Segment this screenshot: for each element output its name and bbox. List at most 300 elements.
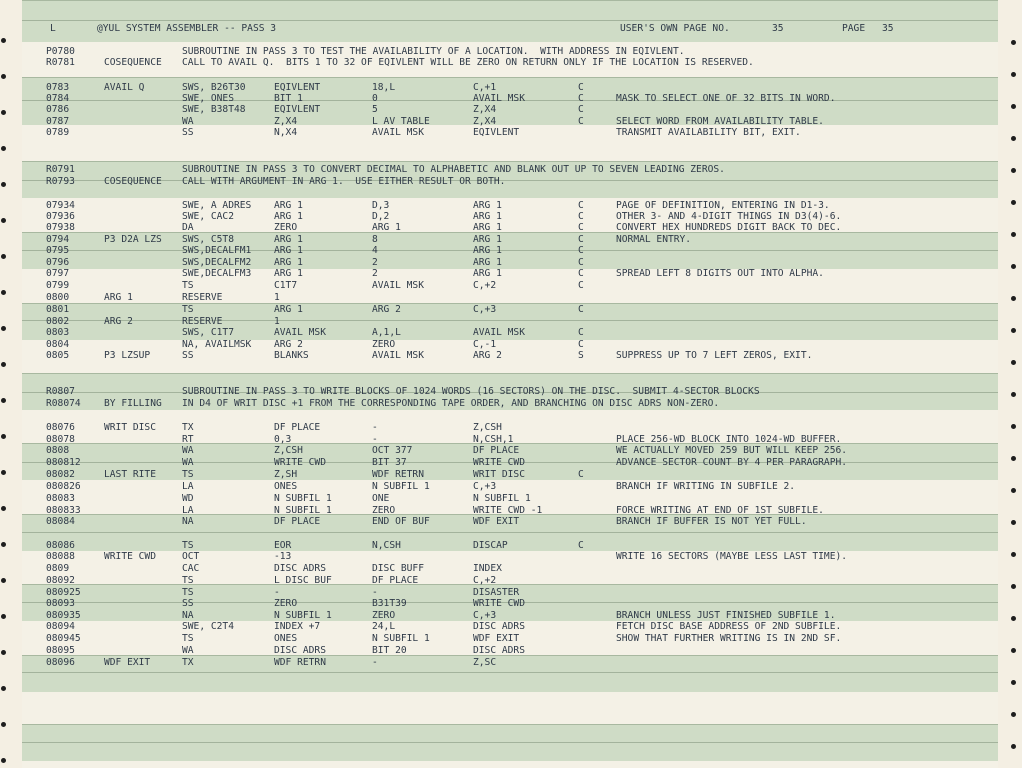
comment-field: PAGE OF DEFINITION, ENTERING IN D1-3. <box>616 200 830 211</box>
operand-3-field: C,+2 <box>473 575 497 586</box>
location-field: 08095 <box>46 645 75 656</box>
operation-field: CALL WITH ARGUMENT IN ARG 1. USE EITHER RESULT OR BOTH. <box>182 176 506 187</box>
location-field: 0784 <box>46 93 70 104</box>
operand-1-field: N SUBFIL 1 <box>274 610 332 621</box>
location-field: 0800 <box>46 292 70 303</box>
location-field: 0808 <box>46 445 70 456</box>
sprocket-hole <box>1011 744 1016 749</box>
operand-2-field: 4 <box>372 245 378 256</box>
operand-1-field: AVAIL MSK <box>274 327 326 338</box>
listing-line <box>22 516 998 527</box>
label-field: WDF EXIT <box>104 657 151 668</box>
sprocket-hole <box>1011 680 1016 685</box>
listing-line <box>22 457 998 468</box>
operand-1-field: WDF RETRN <box>274 657 326 668</box>
sprocket-hole <box>1 434 6 439</box>
operand-3-field: C,+3 <box>473 481 497 492</box>
sprocket-hole <box>1011 584 1016 589</box>
label-field: ARG 1 <box>104 292 133 303</box>
location-field: 0796 <box>46 257 70 268</box>
operand-1-field: EQIVLENT <box>274 82 321 93</box>
location-field: 08076 <box>46 422 75 433</box>
listing-line <box>22 422 998 433</box>
operand-2-field: 2 <box>372 268 378 279</box>
operand-1-field: - <box>274 587 280 598</box>
sprocket-hole <box>1 578 6 583</box>
operand-2-field: ARG 1 <box>372 222 401 233</box>
operation-field: SWS, C1T7 <box>182 327 234 338</box>
operand-2-field: ZERO <box>372 339 396 350</box>
location-field: 08093 <box>46 598 75 609</box>
listing-line <box>22 481 998 492</box>
sprocket-hole <box>1011 72 1016 77</box>
location-field: 0803 <box>46 327 70 338</box>
operand-1-field: WRITE CWD <box>274 457 326 468</box>
operation-field: TS <box>182 304 194 315</box>
sprocket-hole <box>1 218 6 223</box>
band-rule <box>22 742 998 743</box>
flag-field: C <box>578 245 584 256</box>
comment-field: WRITE 16 SECTORS (MAYBE LESS LAST TIME). <box>616 551 848 562</box>
sprocket-hole <box>1011 200 1016 205</box>
operation-field: SWE, A ADRES <box>182 200 252 211</box>
operand-1-field: DISC ADRS <box>274 563 326 574</box>
location-field: 080812 <box>46 457 81 468</box>
comment-field: FETCH DISC BASE ADDRESS OF 2ND SUBFILE. <box>616 621 842 632</box>
operand-2-field: ONE <box>372 493 390 504</box>
operand-3-field: WDF EXIT <box>473 633 520 644</box>
operation-field: RESERVE <box>182 292 223 303</box>
operand-2-field: D,3 <box>372 200 390 211</box>
listing-line <box>22 657 998 668</box>
operand-2-field: - <box>372 657 378 668</box>
location-field: 080826 <box>46 481 81 492</box>
operation-field: SWE, CAC2 <box>182 211 234 222</box>
operand-1-field: ZERO <box>274 598 298 609</box>
operation-field: SWS,DECALFM1 <box>182 245 252 256</box>
listing-line <box>22 386 998 397</box>
operand-1-field: EQIVLENT <box>274 104 321 115</box>
operand-3-field: N,CSH,1 <box>473 434 514 445</box>
operation-field: CAC <box>182 563 200 574</box>
label-field: ARG 2 <box>104 316 133 327</box>
listing-line <box>22 164 998 175</box>
operation-field: WA <box>182 445 194 456</box>
operand-2-field: N,CSH <box>372 540 401 551</box>
label-field: WRIT DISC <box>104 422 156 433</box>
location-field: 07936 <box>46 211 75 222</box>
label-field: P3 LZSUP <box>104 350 151 361</box>
listing-line <box>22 645 998 656</box>
operand-2-field: AVAIL MSK <box>372 280 424 291</box>
label-field: COSEQUENCE <box>104 176 162 187</box>
sprocket-hole <box>1011 40 1016 45</box>
label-field: AVAIL Q <box>104 82 145 93</box>
operation-field: TS <box>182 633 194 644</box>
listing-line <box>22 540 998 551</box>
sprocket-hole <box>1 74 6 79</box>
operand-1-field: BLANKS <box>274 350 309 361</box>
sprocket-hole <box>1 182 6 187</box>
operation-field: SWE, B38T48 <box>182 104 246 115</box>
sprocket-hole <box>1 362 6 367</box>
operand-1-field: DF PLACE <box>274 516 321 527</box>
listing-line <box>22 469 998 480</box>
operation-field: SWE, C2T4 <box>182 621 234 632</box>
label-field: LAST RITE <box>104 469 156 480</box>
operand-3-field: WRITE CWD <box>473 598 525 609</box>
operation-field: WA <box>182 457 194 468</box>
page-number: 35 <box>882 23 894 34</box>
sprocket-hole <box>1 254 6 259</box>
operand-2-field: L AV TABLE <box>372 116 430 127</box>
flag-field: C <box>578 234 584 245</box>
listing-line <box>22 234 998 245</box>
comment-field: FORCE WRITING AT END OF 1ST SUBFILE. <box>616 505 824 516</box>
comment-field: NORMAL ENTRY. <box>616 234 692 245</box>
location-field: 080945 <box>46 633 81 644</box>
operand-2-field: BIT 20 <box>372 645 407 656</box>
listing-line <box>22 280 998 291</box>
operation-field: TX <box>182 422 194 433</box>
header-title: @YUL SYSTEM ASSEMBLER -- PASS 3 <box>97 23 277 34</box>
operand-3-field: N SUBFIL 1 <box>473 493 531 504</box>
users-page-label: USER'S OWN PAGE NO. <box>620 23 730 34</box>
operand-1-field: ARG 1 <box>274 257 303 268</box>
listing-line <box>22 46 998 57</box>
listing-line <box>22 211 998 222</box>
operand-1-field: ARG 1 <box>274 234 303 245</box>
operand-3-field: ARG 1 <box>473 245 502 256</box>
location-field: 0797 <box>46 268 70 279</box>
operation-field: TS <box>182 540 194 551</box>
operand-2-field: 18,L <box>372 82 396 93</box>
operand-1-field: 0,3 <box>274 434 292 445</box>
sprocket-hole <box>1011 264 1016 269</box>
greenbar-band <box>22 0 998 42</box>
location-field: R0807 <box>46 386 75 397</box>
location-field: 08088 <box>46 551 75 562</box>
listing-line <box>22 587 998 598</box>
operand-2-field: 8 <box>372 234 378 245</box>
operand-3-field: ARG 2 <box>473 350 502 361</box>
flag-field: C <box>578 280 584 291</box>
operand-1-field: ONES <box>274 481 298 492</box>
operand-3-field: INDEX <box>473 563 502 574</box>
operand-1-field: EOR <box>274 540 292 551</box>
operand-3-field: DISC ADRS <box>473 645 525 656</box>
location-field: 0787 <box>46 116 70 127</box>
location-field: 0802 <box>46 316 70 327</box>
operand-3-field: AVAIL MSK <box>473 93 525 104</box>
page-header <box>22 23 998 34</box>
operand-1-field: -13 <box>274 551 292 562</box>
operand-2-field: - <box>372 587 378 598</box>
operand-1-field: Z,X4 <box>274 116 298 127</box>
location-field: R08074 <box>46 398 81 409</box>
listing-line <box>22 82 998 93</box>
operation-field: SUBROUTINE IN PASS 3 TO WRITE BLOCKS OF 1024 WORDS (16 SECTORS) ON THE DISC. SUBMIT 4-SECTOR BLOCKS <box>182 386 760 397</box>
operand-1-field: DF PLACE <box>274 422 321 433</box>
comment-field: MASK TO SELECT ONE OF 32 BITS IN WORD. <box>616 93 836 104</box>
operand-2-field: WDF RETRN <box>372 469 424 480</box>
operand-2-field: 24,L <box>372 621 396 632</box>
flag-field: C <box>578 257 584 268</box>
flag-field: C <box>578 304 584 315</box>
operand-2-field: 0 <box>372 93 378 104</box>
sprocket-hole <box>1011 488 1016 493</box>
sprocket-hole <box>1011 552 1016 557</box>
operation-field: LA <box>182 481 194 492</box>
sprocket-hole <box>1 326 6 331</box>
operand-1-field: BIT 1 <box>274 93 303 104</box>
operation-field: SUBROUTINE IN PASS 3 TO CONVERT DECIMAL TO ALPHABETIC AND BLANK OUT UP TO SEVEN LEADING ZEROS. <box>182 164 725 175</box>
listing-line <box>22 434 998 445</box>
sprocket-hole <box>1011 520 1016 525</box>
flag-field: S <box>578 350 584 361</box>
location-field: R0793 <box>46 176 75 187</box>
listing-line <box>22 222 998 233</box>
comment-field: WE ACTUALLY MOVED 259 BUT WILL KEEP 256. <box>616 445 848 456</box>
operand-3-field: ARG 1 <box>473 222 502 233</box>
listing-line <box>22 304 998 315</box>
right-tractor-margin <box>998 0 1022 768</box>
location-field: 0809 <box>46 563 70 574</box>
listing-line <box>22 116 998 127</box>
operand-2-field: DISC BUFF <box>372 563 424 574</box>
operation-field: DA <box>182 222 194 233</box>
flag-field: C <box>578 469 584 480</box>
location-field: R0781 <box>46 57 75 68</box>
sprocket-hole <box>1011 392 1016 397</box>
listing-line <box>22 445 998 456</box>
operation-field: SS <box>182 127 194 138</box>
sprocket-hole <box>1 146 6 151</box>
operand-2-field: 2 <box>372 257 378 268</box>
operation-field: SWE,DECALFM3 <box>182 268 252 279</box>
flag-field: C <box>578 268 584 279</box>
printout-sheet <box>22 0 998 768</box>
listing-line <box>22 398 998 409</box>
listing-line <box>22 127 998 138</box>
operand-3-field: C,-1 <box>473 339 497 350</box>
operand-3-field: DF PLACE <box>473 445 520 456</box>
operand-1-field: N SUBFIL 1 <box>274 505 332 516</box>
listing-line <box>22 563 998 574</box>
operand-1-field: Z,CSH <box>274 445 303 456</box>
operation-field: LA <box>182 505 194 516</box>
sprocket-hole <box>1011 424 1016 429</box>
operation-field: RESERVE <box>182 316 223 327</box>
sprocket-hole <box>1 38 6 43</box>
location-field: 07934 <box>46 200 75 211</box>
operand-1-field: ARG 1 <box>274 304 303 315</box>
sprocket-hole <box>1011 168 1016 173</box>
operation-field: SWS,DECALFM2 <box>182 257 252 268</box>
comment-field: PLACE 256-WD BLOCK INTO 1024-WD BUFFER. <box>616 434 842 445</box>
location-field: R0791 <box>46 164 75 175</box>
operation-field: IN D4 OF WRIT DISC +1 FROM THE CORRESPONDING TAPE ORDER, AND BRANCHING ON DISC ADRS NON-ZERO. <box>182 398 720 409</box>
operand-3-field: ARG 1 <box>473 234 502 245</box>
comment-field: OTHER 3- AND 4-DIGIT THINGS IN D3(4)-6. <box>616 211 842 222</box>
operand-3-field: WDF EXIT <box>473 516 520 527</box>
location-field: 08082 <box>46 469 75 480</box>
comment-field: SELECT WORD FROM AVAILABILITY TABLE. <box>616 116 824 127</box>
sprocket-hole <box>1 398 6 403</box>
operand-1-field: 1 <box>274 316 280 327</box>
location-field: 080935 <box>46 610 81 621</box>
sprocket-hole <box>1011 104 1016 109</box>
flag-field: C <box>578 104 584 115</box>
sprocket-hole <box>1 650 6 655</box>
operation-field: TS <box>182 587 194 598</box>
operand-3-field: C,+2 <box>473 280 497 291</box>
operation-field: SWE, ONES <box>182 93 234 104</box>
flag-field: C <box>578 327 584 338</box>
operand-3-field: EQIVLENT <box>473 127 520 138</box>
listing-line <box>22 339 998 350</box>
sprocket-hole <box>1011 360 1016 365</box>
listing-line <box>22 327 998 338</box>
operation-field: CALL TO AVAIL Q. BITS 1 TO 32 OF EQIVLENT WILL BE ZERO ON RETURN ONLY IF THE LOCATION IS RESERVED. <box>182 57 754 68</box>
sprocket-hole <box>1 758 6 763</box>
operation-field: SUBROUTINE IN PASS 3 TO TEST THE AVAILABILITY OF A LOCATION. WITH ADDRESS IN EQIVLENT. <box>182 46 685 57</box>
location-field: 0794 <box>46 234 70 245</box>
left-tractor-margin <box>0 0 22 768</box>
location-field: 0786 <box>46 104 70 115</box>
operation-field: NA, AVAILMSK <box>182 339 252 350</box>
listing-line <box>22 610 998 621</box>
operand-3-field: C,+3 <box>473 304 497 315</box>
operand-3-field: ARG 1 <box>473 257 502 268</box>
operand-2-field: - <box>372 422 378 433</box>
sprocket-hole <box>1011 648 1016 653</box>
operand-3-field: WRITE CWD -1 <box>473 505 543 516</box>
location-field: 080925 <box>46 587 81 598</box>
label-field: WRITE CWD <box>104 551 156 562</box>
operand-2-field: N SUBFIL 1 <box>372 633 430 644</box>
operand-3-field: WRITE CWD <box>473 457 525 468</box>
comment-field: BRANCH IF WRITING IN SUBFILE 2. <box>616 481 796 492</box>
operand-2-field: 5 <box>372 104 378 115</box>
operand-3-field: C,+1 <box>473 82 497 93</box>
label-field: P3 D2A LZS <box>104 234 162 245</box>
operand-1-field: ARG 2 <box>274 339 303 350</box>
operation-field: TS <box>182 280 194 291</box>
listing-line <box>22 575 998 586</box>
flag-field: C <box>578 540 584 551</box>
operand-1-field: ARG 1 <box>274 211 303 222</box>
operation-field: TX <box>182 657 194 668</box>
operand-1-field: ARG 1 <box>274 245 303 256</box>
operand-2-field: AVAIL MSK <box>372 127 424 138</box>
operand-3-field: WRIT DISC <box>473 469 525 480</box>
operand-3-field: C,+3 <box>473 610 497 621</box>
band-rule <box>22 20 998 21</box>
header-left-mark: L <box>50 23 56 34</box>
operand-1-field: ARG 1 <box>274 268 303 279</box>
band-rule <box>22 532 998 533</box>
operation-field: OCT <box>182 551 200 562</box>
sprocket-hole <box>1011 712 1016 717</box>
sprocket-hole <box>1 542 6 547</box>
operand-2-field: OCT 377 <box>372 445 413 456</box>
operand-1-field: Z,SH <box>274 469 298 480</box>
operand-3-field: Z,CSH <box>473 422 502 433</box>
location-field: 0801 <box>46 304 70 315</box>
sprocket-hole <box>1011 296 1016 301</box>
operand-1-field: N SUBFIL 1 <box>274 493 332 504</box>
band-rule <box>22 672 998 673</box>
location-field: 08084 <box>46 516 75 527</box>
operand-1-field: 1 <box>274 292 280 303</box>
location-field: 08096 <box>46 657 75 668</box>
listing-line <box>22 493 998 504</box>
operand-1-field: N,X4 <box>274 127 298 138</box>
listing-line <box>22 268 998 279</box>
operand-3-field: Z,SC <box>473 657 497 668</box>
label-field: BY FILLING <box>104 398 162 409</box>
operand-3-field: DISCAP <box>473 540 508 551</box>
listing-line <box>22 176 998 187</box>
sprocket-hole <box>1011 136 1016 141</box>
sprocket-hole <box>1011 456 1016 461</box>
operand-3-field: DISASTER <box>473 587 520 598</box>
operand-2-field: A,1,L <box>372 327 401 338</box>
location-field: 08092 <box>46 575 75 586</box>
flag-field: C <box>578 222 584 233</box>
listing-line <box>22 257 998 268</box>
comment-field: BRANCH IF BUFFER IS NOT YET FULL. <box>616 516 807 527</box>
operand-3-field: Z,X4 <box>473 104 497 115</box>
sprocket-hole <box>1 506 6 511</box>
operand-3-field: Z,X4 <box>473 116 497 127</box>
location-field: 0795 <box>46 245 70 256</box>
comment-field: SPREAD LEFT 8 DIGITS OUT INTO ALPHA. <box>616 268 824 279</box>
operand-1-field: C1T7 <box>274 280 298 291</box>
listing-line <box>22 551 998 562</box>
listing-line <box>22 200 998 211</box>
location-field: 07938 <box>46 222 75 233</box>
operand-1-field: ONES <box>274 633 298 644</box>
operand-2-field: N SUBFIL 1 <box>372 481 430 492</box>
sprocket-hole <box>1 290 6 295</box>
location-field: P0780 <box>46 46 75 57</box>
label-field: COSEQUENCE <box>104 57 162 68</box>
listing-line <box>22 93 998 104</box>
operation-field: RT <box>182 434 194 445</box>
flag-field: C <box>578 82 584 93</box>
listing-line <box>22 57 998 68</box>
flag-field: C <box>578 339 584 350</box>
location-field: 08083 <box>46 493 75 504</box>
operation-field: SS <box>182 350 194 361</box>
flag-field: C <box>578 116 584 127</box>
location-field: 08094 <box>46 621 75 632</box>
sprocket-hole <box>1011 616 1016 621</box>
operand-2-field: AVAIL MSK <box>372 350 424 361</box>
location-field: 08086 <box>46 540 75 551</box>
comment-field: TRANSMIT AVAILABILITY BIT, EXIT. <box>616 127 801 138</box>
operand-1-field: INDEX +7 <box>274 621 321 632</box>
operand-3-field: DISC ADRS <box>473 621 525 632</box>
operand-1-field: DISC ADRS <box>274 645 326 656</box>
sprocket-hole <box>1 686 6 691</box>
operation-field: NA <box>182 610 194 621</box>
operand-1-field: ZERO <box>274 222 298 233</box>
location-field: 080833 <box>46 505 81 516</box>
operation-field: WD <box>182 493 194 504</box>
